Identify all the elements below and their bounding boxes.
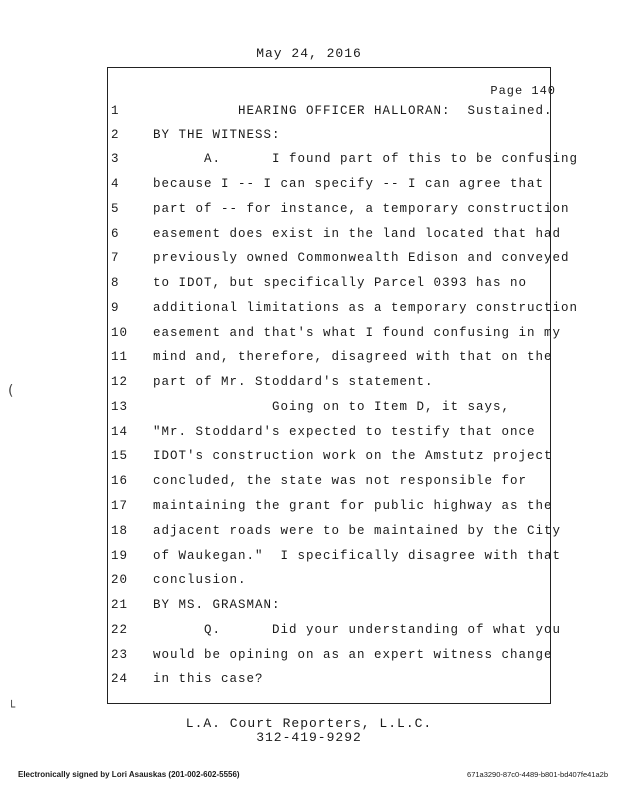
line-text: in this case? xyxy=(153,672,264,686)
court-reporter-phone: 312-419-9292 xyxy=(256,730,362,745)
transcript-line xyxy=(0,449,618,473)
transcript-line xyxy=(0,425,618,449)
line-text: to IDOT, but specifically Parcel 0393 has no xyxy=(153,276,528,290)
line-text: A. I found part of this to be confusing xyxy=(153,152,579,166)
line-text: HEARING OFFICER HALLORAN: Sustained. xyxy=(153,104,553,118)
line-number: 9 xyxy=(111,301,120,315)
line-text: concluded, the state was not responsible for xyxy=(153,474,528,488)
line-number: 3 xyxy=(111,152,120,166)
line-number: 8 xyxy=(111,276,120,290)
line-text: because I -- I can specify -- I can agree that xyxy=(153,177,545,191)
scan-artifact-corner: └ xyxy=(8,700,16,714)
line-number: 16 xyxy=(111,474,129,488)
line-text: BY MS. GRASMAN: xyxy=(153,598,281,612)
page-number: Page 140 xyxy=(490,84,556,98)
line-text: BY THE WITNESS: xyxy=(153,128,281,142)
transcript-line xyxy=(0,202,618,226)
line-text: "Mr. Stoddard's expected to testify that once xyxy=(153,425,536,439)
electronic-signature: Electronically signed by Lori Asauskas (201-002-602-5556) xyxy=(18,770,240,779)
line-text: of Waukegan." I specifically disagree with that xyxy=(153,549,562,563)
transcript-line xyxy=(0,598,618,622)
line-text: easement does exist in the land located that had xyxy=(153,227,562,241)
transcript-line xyxy=(0,301,618,325)
transcript-line xyxy=(0,375,618,399)
line-number: 17 xyxy=(111,499,129,513)
transcript-line xyxy=(0,227,618,251)
line-number: 6 xyxy=(111,227,120,241)
line-text: IDOT's construction work on the Amstutz project xyxy=(153,449,553,463)
line-number: 5 xyxy=(111,202,120,216)
line-number: 7 xyxy=(111,251,120,265)
document-id: 671a3290-87c0-4489-b801-bd407fe41a2b xyxy=(467,770,608,779)
line-text: Q. Did your understanding of what you xyxy=(153,623,562,637)
line-number: 14 xyxy=(111,425,129,439)
transcript-line xyxy=(0,474,618,498)
transcript-line xyxy=(0,326,618,350)
line-text: conclusion. xyxy=(153,573,247,587)
transcript-line xyxy=(0,549,618,573)
line-number: 22 xyxy=(111,623,129,637)
transcript-line xyxy=(0,573,618,597)
line-number: 15 xyxy=(111,449,129,463)
line-text: mind and, therefore, disagreed with that on the xyxy=(153,350,553,364)
line-text: maintaining the grant for public highway as the xyxy=(153,499,553,513)
line-text: would be opining on as an expert witness change xyxy=(153,648,553,662)
line-number: 11 xyxy=(111,350,129,364)
line-number: 4 xyxy=(111,177,120,191)
transcript-line xyxy=(0,648,618,672)
line-text: Going on to Item D, it says, xyxy=(153,400,511,414)
line-number: 10 xyxy=(111,326,129,340)
transcript-line xyxy=(0,104,618,128)
transcript-date: May 24, 2016 xyxy=(256,46,362,61)
line-text: additional limitations as a temporary construction xyxy=(153,301,579,315)
line-number: 20 xyxy=(111,573,129,587)
transcript-line xyxy=(0,128,618,152)
line-text: easement and that's what I found confusing in my xyxy=(153,326,562,340)
transcript-line xyxy=(0,152,618,176)
line-number: 12 xyxy=(111,375,129,389)
line-number: 18 xyxy=(111,524,129,538)
scan-artifact-paren: ( xyxy=(8,383,14,399)
line-number: 21 xyxy=(111,598,129,612)
line-number: 24 xyxy=(111,672,129,686)
line-text: adjacent roads were to be maintained by the City xyxy=(153,524,562,538)
transcript-line xyxy=(0,524,618,548)
line-number: 23 xyxy=(111,648,129,662)
line-number: 2 xyxy=(111,128,120,142)
court-reporter-firm: L.A. Court Reporters, L.L.C. xyxy=(185,716,433,731)
line-number: 1 xyxy=(111,104,120,118)
line-number: 13 xyxy=(111,400,129,414)
transcript-line xyxy=(0,672,618,696)
transcript-line xyxy=(0,251,618,275)
line-text: part of -- for instance, a temporary construction xyxy=(153,202,570,216)
transcript-line xyxy=(0,400,618,424)
transcript-line xyxy=(0,350,618,374)
transcript-line xyxy=(0,276,618,300)
line-text: part of Mr. Stoddard's statement. xyxy=(153,375,434,389)
line-text: previously owned Commonwealth Edison and conveyed xyxy=(153,251,570,265)
transcript-line xyxy=(0,499,618,523)
transcript-line xyxy=(0,177,618,201)
line-number: 19 xyxy=(111,549,129,563)
transcript-line xyxy=(0,623,618,647)
